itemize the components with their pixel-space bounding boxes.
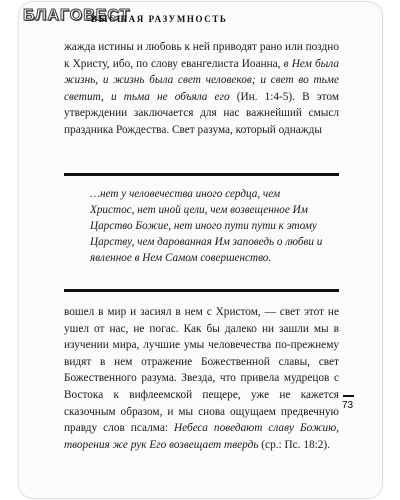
pull-quote (64, 173, 339, 292)
paragraph-text: (ср.: Пс. 18:2). (258, 438, 330, 451)
page-number: 73 (342, 400, 354, 411)
book-page (19, 2, 382, 498)
scripture-quote: в Нем была жизнь, и жизнь была свет человеков; и свет во тьме светит, и тьма не объяла его (64, 57, 339, 103)
paragraph-bottom (64, 304, 339, 453)
paragraph-text: жажда истины и любовь к ней приводят рано или поздно к Христу, ибо, по слову евангелиста Иоанна, (64, 41, 339, 70)
psalm-quote: Небеса поведают славу Божию, творения же рук Его возвещает твердь (64, 422, 339, 451)
pull-quote-text: …нет у человечества иного сердца, чем Христос, нет иной цели, чем возвещенное Им Царство Божие, нет иного пути пути к этому Царству, чем дарованная Им заповедь о любви и явленное в Нем Самом совершенство. (90, 188, 323, 264)
paragraph-text: (Ин. 1:4-5). В этом утверждении заключается для нас важнейший смысл праздника Рождества. Свет разума, который однажды (64, 90, 339, 136)
paragraph-top (64, 39, 339, 139)
page-number-rule (343, 395, 354, 397)
paragraph-text: вошел в мир и засиял в нем с Христом, — свет этот не ушел от нас, не погас. Как бы далеко ни зашли мы в изучении мира, лучшие умы человечества по-прежнему видят в нем отражение Божественной славы, свет Божественного разума. Звезда, что привела мудрецов с Востока к вифлеемской пещере, уже не кажется сказочным образом, и мы снова ощущаем предвечную правду слов псалма: (64, 306, 339, 435)
running-head: ВЫСШАЯ РАЗУМНОСТЬ (91, 14, 228, 24)
watermark-logo: БЛАГОВЕСТ (23, 7, 131, 24)
